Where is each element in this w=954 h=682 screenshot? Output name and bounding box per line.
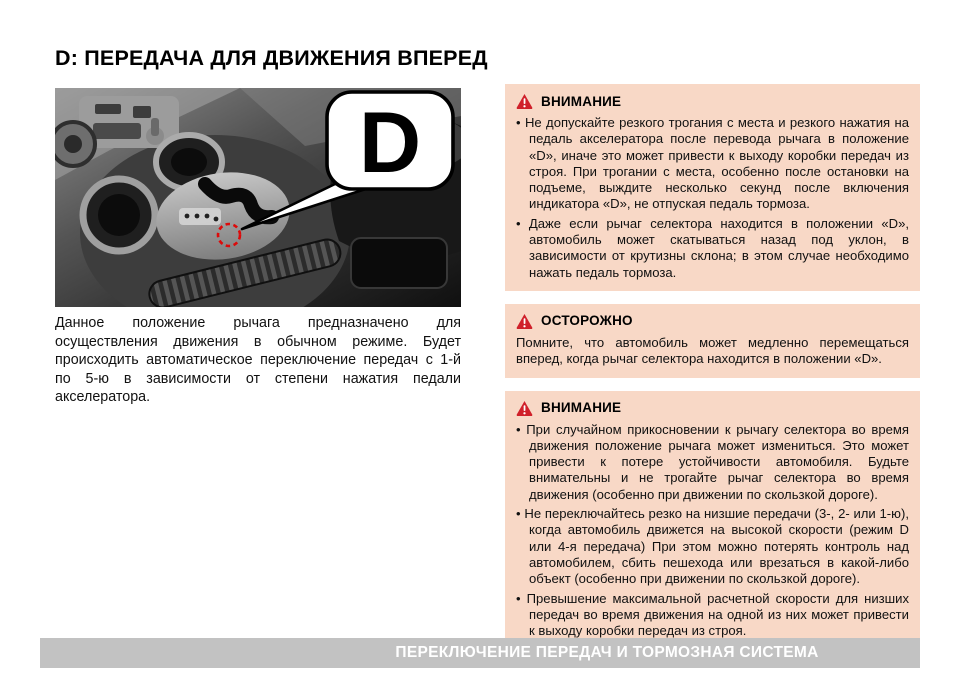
caution-box-title: ОСТОРОЖНО (541, 313, 633, 329)
warning-box-2-title: ВНИМАНИЕ (541, 400, 622, 416)
warning-box-2-header (516, 400, 909, 416)
caution-box (505, 304, 920, 378)
warning-bullet: • Даже если рычаг селектора находится в положении «D», автомобиль может скатываться назад под уклон, в зависимости от крутизны склона; в этом случае необходимо нажать педаль тормоза. (516, 216, 909, 281)
callout-letter: D (358, 95, 422, 191)
warning-box-1-title: ВНИМАНИЕ (541, 93, 622, 109)
warning-triangle-icon (516, 313, 533, 329)
page-title: D: ПЕРЕДАЧА ДЛЯ ДВИЖЕНИЯ ВПЕРЕД (55, 46, 488, 70)
warning-box-1-header (516, 93, 909, 109)
warning-bullet: • При случайном прикосновении к рычагу селектора во время движения положение рычага может измениться. Это может привести к потере устойчивости автомобиля. Будьте внимательны и не трогайте рычаг селектора во время движения (особенно при движении по скользкой дороге). (516, 422, 909, 503)
console-photo-illustration (55, 88, 461, 307)
warning-box-2 (505, 391, 920, 650)
left-column (55, 88, 461, 407)
intro-paragraph: Данное положение рычага предназначено для осуществления движения в обычном режиме. Будет происходить автоматическое переключение передач с 1-й по 5-ю в зависимости от степени нажатия педали акселератора. (55, 315, 461, 406)
warning-triangle-icon (516, 400, 533, 416)
right-column (505, 84, 920, 662)
warning-triangle-icon (516, 93, 533, 109)
caution-text: Помните, что автомобиль может медленно перемещаться вперед, когда рычаг селектора находится в положении «D». (516, 334, 909, 367)
warning-box-1 (505, 84, 920, 291)
warning-bullet: • Не допускайте резкого трогания с места и резкого нажатия на педаль акселератора после перевода рычага в положение «D», иначе это может привести к выходу коробки передач из строя. При трогании с места, особенно после остановки на подъеме, выждите несколько секунд после включения индикатора «D», не отпуская педаль тормоза. (516, 115, 909, 213)
warning-box-1-list (516, 115, 909, 281)
footer-title: ПЕРЕКЛЮЧЕНИЕ ПЕРЕДАЧ И ТОРМОЗНАЯ СИСТЕМА (395, 644, 819, 661)
caution-box-header (516, 313, 909, 329)
gear-selector-photo (55, 88, 461, 307)
warning-bullet: • Превышение максимальной расчетной скорости для низших передач во время движения на одной из них может привести к выходу коробки передач из строя. (516, 591, 909, 640)
footer-bar (40, 638, 920, 668)
warning-bullet: • Не переключайтесь резко на низшие передачи (3-, 2- или 1-ю), когда автомобиль движется на высокой скорости (режим D или 4-я передача) При этом можно потерять контроль над автомобилем, сбить пешехода или врезаться в какой-либо объект (особенно при движении по скользкой дороге). (516, 506, 909, 587)
warning-box-2-list (516, 422, 909, 640)
